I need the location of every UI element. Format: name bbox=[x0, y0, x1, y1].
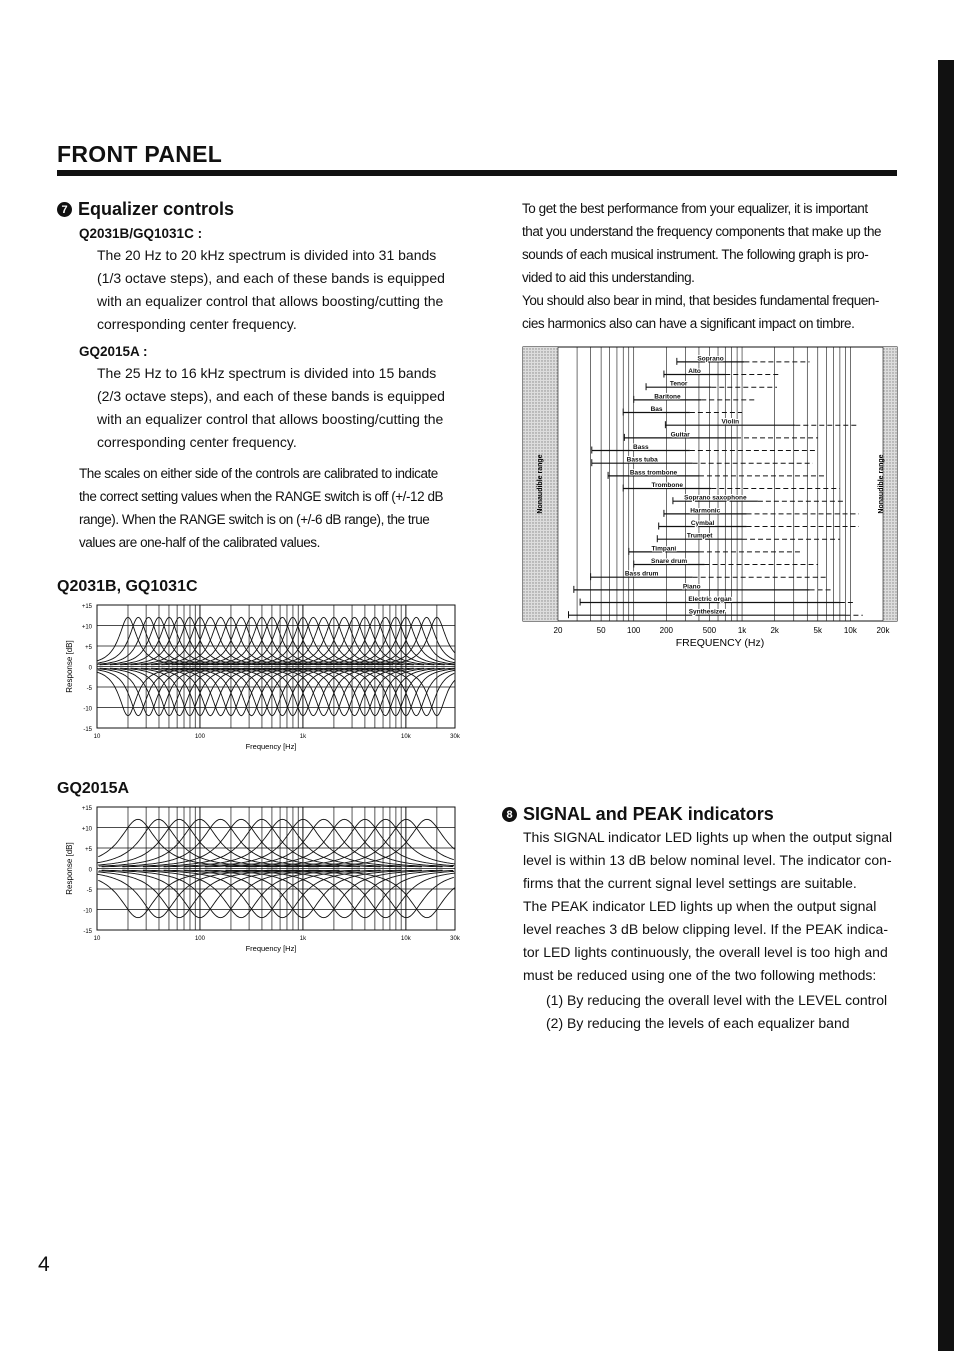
page-number: 4 bbox=[38, 1253, 50, 1276]
equalizer-heading bbox=[57, 199, 234, 220]
section-number-badge: 7 bbox=[57, 202, 72, 217]
text-line: range). When the RANGE switch is on (+/-6 dB range), the true bbox=[79, 512, 430, 527]
instrument-label: Bass bbox=[633, 444, 649, 452]
text-line: with an equalizer control that allows boosting/cutting the bbox=[97, 411, 444, 427]
text-line: level is within 13 dB below nominal level. The indicator con- bbox=[523, 852, 892, 868]
q2031b-paragraph bbox=[97, 244, 477, 336]
chart-title-q2031b: Q2031B, GQ1031C bbox=[57, 578, 198, 595]
text-line: You should also bear in mind, that besides fundamental frequen- bbox=[522, 293, 879, 308]
signal-title: SIGNAL and PEAK indicators bbox=[523, 804, 774, 824]
y-tick-label: -15 bbox=[83, 727, 92, 733]
text-line: The 25 Hz to 16 kHz spectrum is divided into 15 bands bbox=[97, 365, 437, 381]
methods-list bbox=[546, 989, 916, 1035]
nonaudible-zone-right bbox=[883, 347, 897, 621]
y-tick-label: +5 bbox=[85, 847, 92, 853]
instrument-label: Violin bbox=[721, 418, 740, 426]
y-tick-label: 0 bbox=[88, 867, 92, 874]
x-tick-label: 1k bbox=[299, 734, 307, 740]
instrument-label: Baritone bbox=[654, 393, 681, 401]
y-tick-label: -10 bbox=[83, 706, 92, 713]
instrument-label: Piano bbox=[682, 583, 701, 591]
page-title: FRONT PANEL bbox=[57, 141, 223, 167]
subsection-title-gq2015a: GQ2015A : bbox=[79, 344, 148, 359]
signal-paragraph bbox=[523, 826, 913, 987]
y-tick-label: -5 bbox=[86, 686, 92, 692]
subsection-title-q2031b: Q2031B/GQ1031C : bbox=[79, 226, 203, 241]
x-tick-label: 1k bbox=[299, 936, 307, 942]
gq2015a-paragraph bbox=[97, 362, 477, 454]
x-tick-label: 2k bbox=[770, 626, 779, 635]
instrument-label: Alto bbox=[688, 368, 701, 376]
text-line: cies harmonics also can have a significant impact on timbre. bbox=[522, 316, 855, 331]
x-axis-label: Frequency [Hz] bbox=[245, 742, 297, 751]
equalizer-title: Equalizer controls bbox=[78, 199, 235, 219]
text-line: This SIGNAL indicator LED lights up when the output signal bbox=[523, 829, 893, 845]
list-item: (1) By reducing the overall level with the LEVEL control bbox=[546, 992, 888, 1008]
x-tick-label: 10k bbox=[401, 936, 411, 942]
instrument-label: Timpani bbox=[651, 545, 677, 553]
y-tick-label: +5 bbox=[85, 645, 92, 651]
instrument-label: Electric organ bbox=[688, 596, 732, 604]
x-tick-label: 100 bbox=[194, 734, 205, 740]
instrument-label: Trombone bbox=[651, 482, 683, 490]
list-item: (2) By reducing the levels of each equalizer band bbox=[546, 1015, 850, 1031]
x-tick-label: 10 bbox=[93, 734, 101, 740]
y-tick-label: -5 bbox=[86, 888, 92, 894]
x-tick-label: 50 bbox=[596, 626, 606, 635]
x-tick-label: 500 bbox=[702, 626, 717, 635]
instrument-label: Trumpet bbox=[686, 532, 713, 540]
text-line: firms that the current signal level settings are suitable. bbox=[523, 875, 857, 891]
instrument-label: Bas bbox=[650, 406, 663, 414]
text-line: values are one-half of the calibrated values. bbox=[79, 535, 320, 550]
x-tick-label: 100 bbox=[194, 936, 205, 942]
text-line: The scales on either side of the controls are calibrated to indicate bbox=[79, 466, 438, 481]
x-tick-label: 30k bbox=[450, 734, 460, 740]
scale-paragraph bbox=[79, 462, 479, 554]
y-axis-label: Response [dB] bbox=[65, 640, 74, 693]
instrument-label: Bass drum bbox=[624, 570, 659, 578]
x-tick-label: 10k bbox=[401, 734, 411, 740]
text-line: (2/3 octave steps), and each of these bands is equipped bbox=[97, 388, 445, 404]
text-line: corresponding center frequency. bbox=[97, 316, 297, 332]
instrument-label: Synthesizer bbox=[688, 608, 726, 616]
x-tick-label: 20 bbox=[553, 626, 563, 635]
text-line: sounds of each musical instrument. The following graph is pro- bbox=[522, 247, 869, 262]
instrument-label: Bass tuba bbox=[626, 456, 658, 464]
section-number-badge: 8 bbox=[502, 807, 517, 822]
instrument-label: Cymbal bbox=[690, 520, 715, 528]
instrument-label: Bass trombone bbox=[629, 469, 678, 477]
x-tick-label: 100 bbox=[627, 626, 641, 635]
x-tick-label: 20k bbox=[876, 626, 890, 635]
signal-heading bbox=[502, 804, 774, 825]
x-axis-label: Frequency [Hz] bbox=[245, 944, 297, 953]
y-tick-label: -15 bbox=[83, 929, 92, 935]
x-tick-label: 30k bbox=[450, 936, 460, 942]
page-edge-bar bbox=[938, 60, 954, 1351]
y-tick-label: -10 bbox=[83, 908, 92, 915]
text-line: vided to aid this understanding. bbox=[522, 270, 695, 285]
x-axis-label: FREQUENCY (Hz) bbox=[675, 637, 765, 649]
chart-frame bbox=[523, 347, 897, 621]
text-line: (1/3 octave steps), and each of these bands is equipped bbox=[97, 270, 445, 286]
x-tick-label: 5k bbox=[813, 626, 823, 635]
boost-curve-band bbox=[267, 819, 455, 867]
boost-curve-band bbox=[98, 819, 256, 867]
instrument-label: Harmonic bbox=[690, 507, 721, 515]
text-line: The PEAK indicator LED lights up when the output signal bbox=[523, 898, 877, 914]
text-line: level reaches 3 dB below clipping level. If the PEAK indica- bbox=[523, 921, 888, 937]
x-tick-label: 10 bbox=[93, 936, 101, 942]
text-line: To get the best performance from your equalizer, it is important bbox=[522, 201, 868, 216]
chart-title-gq2015a: GQ2015A bbox=[57, 780, 130, 797]
y-axis-label: Response [dB] bbox=[65, 842, 74, 895]
eq-response-chart-q2031b bbox=[60, 598, 470, 758]
text-line: with an equalizer control that allows boosting/cutting the bbox=[97, 293, 444, 309]
x-tick-label: 200 bbox=[659, 626, 674, 635]
cut-curve-band bbox=[98, 870, 256, 918]
text-line: that you understand the frequency components that make up the bbox=[522, 224, 882, 239]
text-line: tor LED lights continuously, the overall level is too high and bbox=[523, 944, 888, 960]
y-tick-label: +15 bbox=[81, 604, 92, 610]
text-line: corresponding center frequency. bbox=[97, 434, 297, 450]
text-line: must be reduced using one of the two following methods: bbox=[523, 967, 877, 983]
title-rule bbox=[57, 170, 897, 176]
x-tick-label: 10k bbox=[843, 626, 857, 635]
intro-paragraph bbox=[522, 197, 907, 335]
x-tick-label: 1k bbox=[737, 626, 747, 635]
text-line: The 20 Hz to 20 kHz spectrum is divided into 31 bands bbox=[97, 247, 437, 263]
instrument-label: Soprano bbox=[697, 355, 724, 363]
nonaudible-label-right: Nonaudible range bbox=[878, 454, 885, 514]
instrument-label: Guitar bbox=[670, 431, 690, 439]
y-tick-label: +10 bbox=[81, 826, 92, 833]
instrument-label: Soprano saxophone bbox=[684, 494, 747, 502]
nonaudible-label-left: Nonaudible range bbox=[537, 454, 544, 514]
instrument-frequency-chart bbox=[520, 342, 905, 658]
y-tick-label: +15 bbox=[81, 806, 92, 812]
y-tick-label: +10 bbox=[81, 624, 92, 631]
instrument-label: Tenor bbox=[669, 380, 688, 388]
cut-curve-band bbox=[267, 870, 455, 918]
text-line: the correct setting values when the RANGE switch is off (+/-12 dB bbox=[79, 489, 444, 504]
eq-response-chart-gq2015a bbox=[60, 800, 470, 960]
y-tick-label: 0 bbox=[88, 665, 92, 672]
instrument-label: Snare drum bbox=[651, 558, 688, 566]
